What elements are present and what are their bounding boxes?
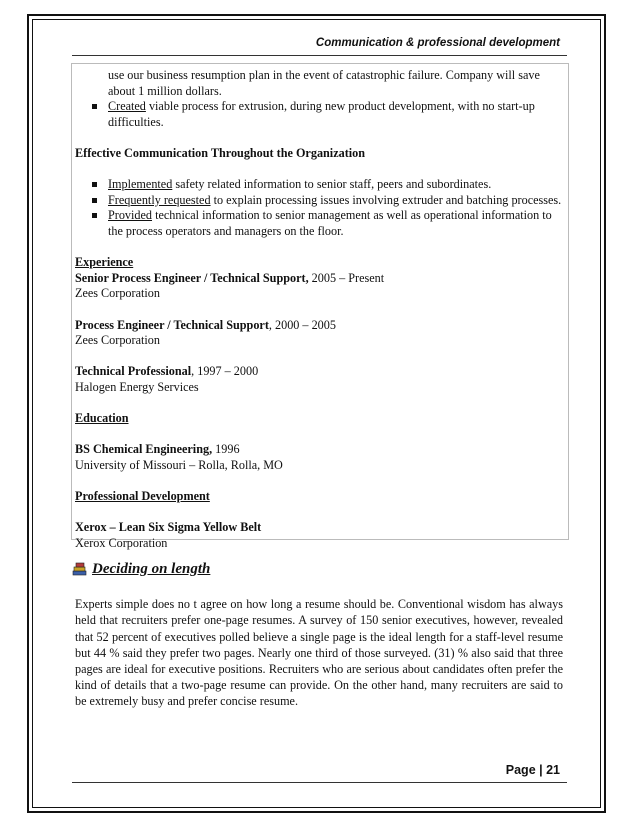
bullet-text: to explain processing issues involving extruder and batching processes. bbox=[210, 192, 562, 207]
job-dates: , 2000 – 2005 bbox=[268, 317, 336, 332]
job-title-line bbox=[75, 364, 565, 380]
bullet-square-icon bbox=[92, 104, 97, 109]
running-header: Communication & professional development bbox=[315, 37, 560, 49]
job-dates: , 1997 – 2000 bbox=[191, 364, 259, 379]
bullet-text: safety related information to senior staff, peers and subordinates. bbox=[172, 177, 492, 192]
certification: Xerox – Lean Six Sigma Yellow Belt bbox=[75, 520, 262, 535]
footer-rule bbox=[72, 782, 567, 783]
job-title: Senior Process Engineer / Technical Support, bbox=[75, 270, 309, 285]
list-item bbox=[75, 68, 565, 99]
bullet-lead: Frequently requested bbox=[108, 192, 211, 207]
header-rule bbox=[72, 55, 567, 56]
job-title: Process Engineer / Technical Support bbox=[75, 317, 269, 332]
book-stack-icon bbox=[72, 562, 87, 576]
degree-year: 1996 bbox=[212, 442, 240, 457]
education-heading: Education bbox=[75, 411, 129, 426]
job-title-line bbox=[75, 271, 565, 287]
bullet-text: technical information to senior management as well as operational information to the process operators and managers on the floor. bbox=[108, 208, 552, 238]
degree-line bbox=[75, 442, 565, 458]
degree: BS Chemical Engineering, bbox=[75, 442, 213, 457]
bullet-text: viable process for extrusion, during new product development, with no start-up difficulties. bbox=[108, 99, 535, 129]
page-number: Page | 21 bbox=[505, 763, 560, 777]
job-company: Zees Corporation bbox=[75, 286, 160, 301]
list-item bbox=[75, 177, 565, 193]
bullet-square-icon bbox=[92, 213, 97, 218]
comm-heading: Effective Communication Throughout the Organization bbox=[75, 145, 366, 160]
certification-org: Xerox Corporation bbox=[75, 535, 168, 550]
job-title: Technical Professional bbox=[75, 364, 192, 379]
section-heading bbox=[92, 561, 210, 578]
resume-sample-content bbox=[75, 68, 565, 551]
job-dates: 2005 – Present bbox=[308, 270, 385, 285]
bullet-lead: Created bbox=[108, 99, 146, 114]
bullet-lead: Provided bbox=[108, 208, 153, 223]
list-item bbox=[75, 193, 565, 209]
list-item bbox=[75, 208, 565, 239]
body-paragraph: Experts simple does no t agree on how long a resume should be. Conventional wisdom has always held that recruiters prefer one-page resumes. A survey of 150 senior executives, however, revealed that 52 percent of executives polled believe a single page is the ideal length for a staff-level resume but 44 % said they prefer two pages. Nearly one third of those surveyed. (31) % also said that three pages are ideal for executive positions. Recruiters who are serious about candidates often prefer the kind of details that a two-page resume can provide. On the other hand, many recruiters are said to be extremely busy and prefer concise resume. bbox=[75, 597, 563, 709]
job-title-line bbox=[75, 318, 565, 334]
bullet-lead: Implemented bbox=[108, 177, 173, 192]
experience-heading: Experience bbox=[75, 255, 134, 270]
list-item bbox=[75, 99, 565, 130]
prodev-heading: Professional Development bbox=[75, 489, 210, 504]
school: University of Missouri – Rolla, Rolla, MO bbox=[75, 457, 283, 472]
job-company: Halogen Energy Services bbox=[75, 379, 199, 394]
bullet-square-icon bbox=[92, 198, 97, 203]
bullet-square-icon bbox=[92, 182, 97, 187]
bullet-text: use our business resumption plan in the event of catastrophic failure. Company will save about 1 million dollars. bbox=[108, 68, 540, 98]
job-company: Zees Corporation bbox=[75, 333, 160, 348]
section-heading-text: Deciding on length bbox=[92, 561, 211, 577]
